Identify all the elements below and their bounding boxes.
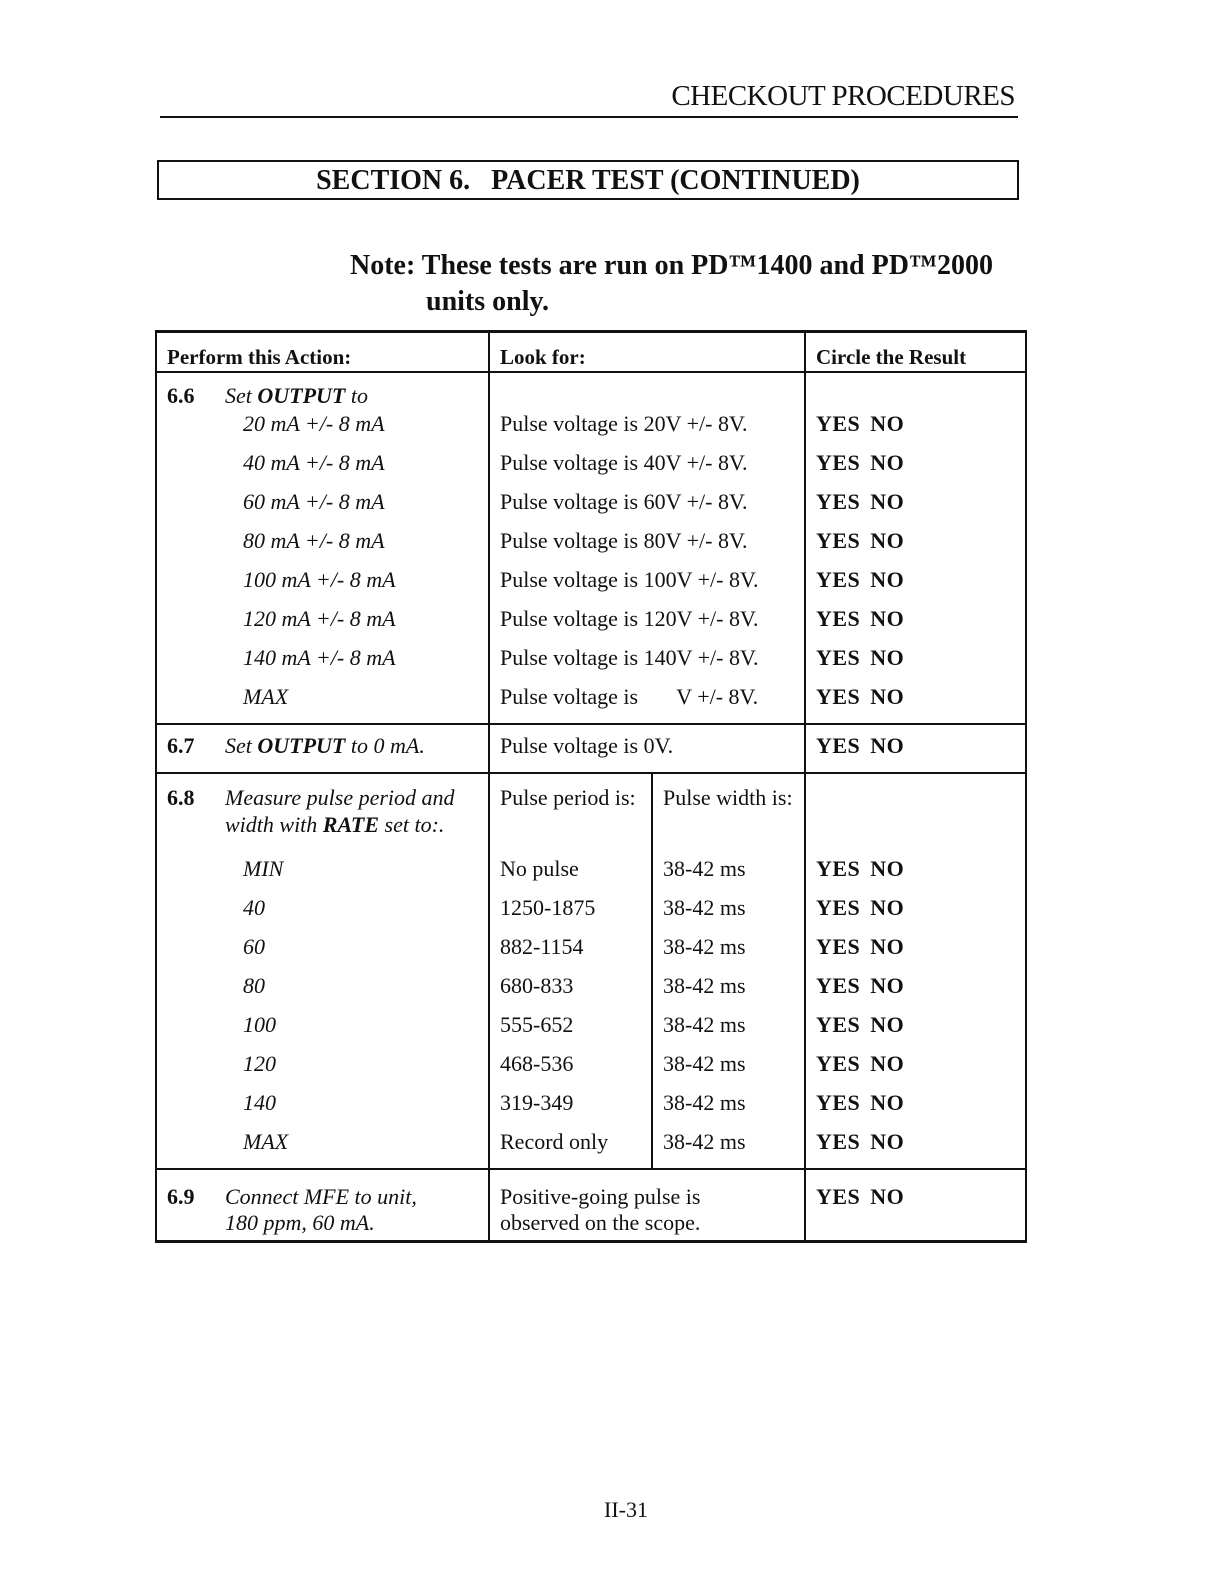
table-row	[156, 934, 1026, 973]
rate-cell: 100	[156, 1012, 489, 1051]
period-cell: 555-652	[489, 1012, 652, 1051]
period-cell: 1250-1875	[489, 895, 652, 934]
yes-option[interactable]: YES	[816, 605, 861, 631]
no-option[interactable]: NO	[870, 1128, 905, 1154]
yes-option[interactable]: YES	[816, 933, 861, 959]
result-cell	[805, 856, 1026, 895]
action-cell: 60 mA +/- 8 mA	[156, 489, 489, 528]
page-number: II-31	[604, 1497, 648, 1522]
yes-option[interactable]: YES	[816, 1183, 861, 1209]
rate-cell: 80	[156, 973, 489, 1012]
procedure-table	[155, 330, 1027, 1243]
step-6-7-row	[156, 724, 1026, 773]
result-cell	[805, 606, 1026, 645]
step-6-6-intro-post: to	[345, 382, 368, 408]
no-option[interactable]: NO	[870, 1089, 905, 1115]
table-row	[156, 684, 1026, 724]
result-cell	[805, 528, 1026, 567]
table-row	[156, 973, 1026, 1012]
step-6-9-line-2: 180 ppm, 60 mA.	[225, 1209, 375, 1235]
yes-option[interactable]: YES	[816, 1089, 861, 1115]
result-cell	[805, 773, 1026, 856]
no-option[interactable]: NO	[870, 683, 905, 709]
action-cell: 40 mA +/- 8 mA	[156, 450, 489, 489]
rate-cell: MIN	[156, 856, 489, 895]
rate-cell: 40	[156, 895, 489, 934]
table-row	[156, 895, 1026, 934]
yes-option[interactable]: YES	[816, 1011, 861, 1037]
rate-cell: 60	[156, 934, 489, 973]
section-title: SECTION 6. PACER TEST (CONTINUED)	[157, 160, 1019, 200]
note-line-1: Note: These tests are run on PD™1400 and PD™2000	[350, 250, 993, 281]
period-cell: 468-536	[489, 1051, 652, 1090]
width-cell: 38-42 ms	[652, 1051, 805, 1090]
header-look-for: Look for:	[489, 332, 805, 372]
look-for-cell: Pulse voltage is V +/- 8V.	[489, 684, 805, 724]
width-cell: 38-42 ms	[652, 856, 805, 895]
width-cell: 38-42 ms	[652, 934, 805, 973]
yes-option[interactable]: YES	[816, 488, 861, 514]
step-6-8-line-2-bold: RATE	[322, 811, 380, 837]
action-cell: 140 mA +/- 8 mA	[156, 645, 489, 684]
period-cell: No pulse	[489, 856, 652, 895]
action-cell	[156, 724, 489, 773]
yes-option[interactable]: YES	[816, 644, 861, 670]
table-row	[156, 645, 1026, 684]
result-cell	[805, 372, 1026, 411]
table-row	[156, 1090, 1026, 1129]
rate-cell: 120	[156, 1051, 489, 1090]
action-cell	[156, 1169, 489, 1242]
yes-option[interactable]: YES	[816, 566, 861, 592]
result-cell	[805, 1169, 1026, 1242]
step-6-6-intro	[156, 372, 489, 411]
no-option[interactable]: NO	[870, 1050, 905, 1076]
result-cell	[805, 1129, 1026, 1169]
period-cell: 319-349	[489, 1090, 652, 1129]
yes-option[interactable]: YES	[816, 972, 861, 998]
no-option[interactable]: NO	[870, 644, 905, 670]
width-cell: 38-42 ms	[652, 973, 805, 1012]
action-cell: 100 mA +/- 8 mA	[156, 567, 489, 606]
rate-cell: 140	[156, 1090, 489, 1129]
table-header-row	[156, 332, 1026, 372]
result-cell	[805, 450, 1026, 489]
look-for-cell	[489, 372, 805, 411]
no-option[interactable]: NO	[870, 933, 905, 959]
step-number: 6.8	[167, 784, 195, 810]
width-cell: 38-42 ms	[652, 895, 805, 934]
yes-option[interactable]: YES	[816, 527, 861, 553]
table-row	[156, 528, 1026, 567]
look-for-cell: Pulse voltage is 40V +/- 8V.	[489, 450, 805, 489]
look-for-cell: Positive-going pulse is observed on the scope.	[489, 1169, 805, 1242]
yes-option[interactable]: YES	[816, 1128, 861, 1154]
step-6-8-line-2-pre: width with	[225, 811, 323, 837]
table-row	[156, 1012, 1026, 1051]
step-6-9-line-1: Connect MFE to unit,	[225, 1183, 417, 1209]
result-cell	[805, 411, 1026, 450]
look-for-cell: Pulse voltage is 120V +/- 8V.	[489, 606, 805, 645]
result-cell	[805, 567, 1026, 606]
width-cell: 38-42 ms	[652, 1129, 805, 1169]
page-header-title: CHECKOUT PROCEDURES	[671, 80, 1015, 112]
yes-option[interactable]: YES	[816, 855, 861, 881]
result-cell	[805, 1012, 1026, 1051]
no-option[interactable]: NO	[870, 566, 905, 592]
result-cell	[805, 684, 1026, 724]
no-option[interactable]: NO	[870, 605, 905, 631]
step-6-6-intro-row	[156, 372, 1026, 411]
action-cell: 20 mA +/- 8 mA	[156, 411, 489, 450]
table-row	[156, 1051, 1026, 1090]
result-cell	[805, 645, 1026, 684]
step-6-7-bold: OUTPUT	[257, 732, 346, 758]
look-for-cell: Pulse voltage is 140V +/- 8V.	[489, 645, 805, 684]
look-for-cell: Pulse voltage is 100V +/- 8V.	[489, 567, 805, 606]
yes-option[interactable]: YES	[816, 732, 861, 758]
note-line-2: units only.	[426, 286, 549, 317]
step-6-8-intro	[156, 773, 489, 856]
step-6-9-row	[156, 1169, 1026, 1242]
step-6-7-pre: Set	[225, 732, 258, 758]
pulse-period-header: Pulse period is:	[489, 773, 652, 856]
yes-option[interactable]: YES	[816, 683, 861, 709]
look-for-cell: Pulse voltage is 60V +/- 8V.	[489, 489, 805, 528]
look-for-cell: Pulse voltage is 0V.	[489, 724, 805, 773]
period-cell: Record only	[489, 1129, 652, 1169]
look-for-cell: Pulse voltage is 20V +/- 8V.	[489, 411, 805, 450]
period-cell: 882-1154	[489, 934, 652, 973]
result-cell	[805, 1051, 1026, 1090]
result-cell	[805, 934, 1026, 973]
action-cell: MAX	[156, 684, 489, 724]
header-result: Circle the Result	[805, 332, 1026, 372]
width-cell: 38-42 ms	[652, 1090, 805, 1129]
step-number: 6.6	[167, 382, 195, 408]
yes-option[interactable]: YES	[816, 449, 861, 475]
step-number: 6.9	[167, 1183, 195, 1209]
no-option[interactable]: NO	[870, 972, 905, 998]
step-6-7-post: to 0 mA.	[345, 732, 425, 758]
result-cell	[805, 1090, 1026, 1129]
no-option[interactable]: NO	[870, 894, 905, 920]
table-row	[156, 411, 1026, 450]
pulse-width-header: Pulse width is:	[652, 773, 805, 856]
no-option[interactable]: NO	[870, 410, 905, 436]
step-6-8-line-1: Measure pulse period and	[225, 784, 455, 810]
note	[350, 248, 993, 320]
result-cell	[805, 895, 1026, 934]
width-cell: 38-42 ms	[652, 1012, 805, 1051]
no-option[interactable]: NO	[870, 449, 905, 475]
yes-option[interactable]: YES	[816, 410, 861, 436]
result-cell	[805, 489, 1026, 528]
table-row	[156, 489, 1026, 528]
table-row	[156, 450, 1026, 489]
action-cell: 120 mA +/- 8 mA	[156, 606, 489, 645]
header-action: Perform this Action:	[156, 332, 489, 372]
no-option[interactable]: NO	[870, 1011, 905, 1037]
period-cell: 680-833	[489, 973, 652, 1012]
action-cell: 80 mA +/- 8 mA	[156, 528, 489, 567]
yes-option[interactable]: YES	[816, 1050, 861, 1076]
table-row	[156, 606, 1026, 645]
step-6-6-intro-bold: OUTPUT	[257, 382, 346, 408]
step-6-6-intro-pre: Set	[225, 382, 258, 408]
yes-option[interactable]: YES	[816, 894, 861, 920]
step-number: 6.7	[167, 732, 195, 758]
no-option[interactable]: NO	[870, 732, 905, 758]
table-row	[156, 856, 1026, 895]
result-cell	[805, 973, 1026, 1012]
no-option[interactable]: NO	[870, 855, 905, 881]
header-rule	[160, 116, 1018, 118]
result-cell	[805, 724, 1026, 773]
table-row	[156, 1129, 1026, 1169]
rate-cell: MAX	[156, 1129, 489, 1169]
look-for-cell: Pulse voltage is 80V +/- 8V.	[489, 528, 805, 567]
no-option[interactable]: NO	[870, 1183, 905, 1209]
table-row	[156, 567, 1026, 606]
no-option[interactable]: NO	[870, 488, 905, 514]
step-6-8-line-2-post: set to:.	[379, 811, 445, 837]
step-6-8-intro-row	[156, 773, 1026, 856]
no-option[interactable]: NO	[870, 527, 905, 553]
